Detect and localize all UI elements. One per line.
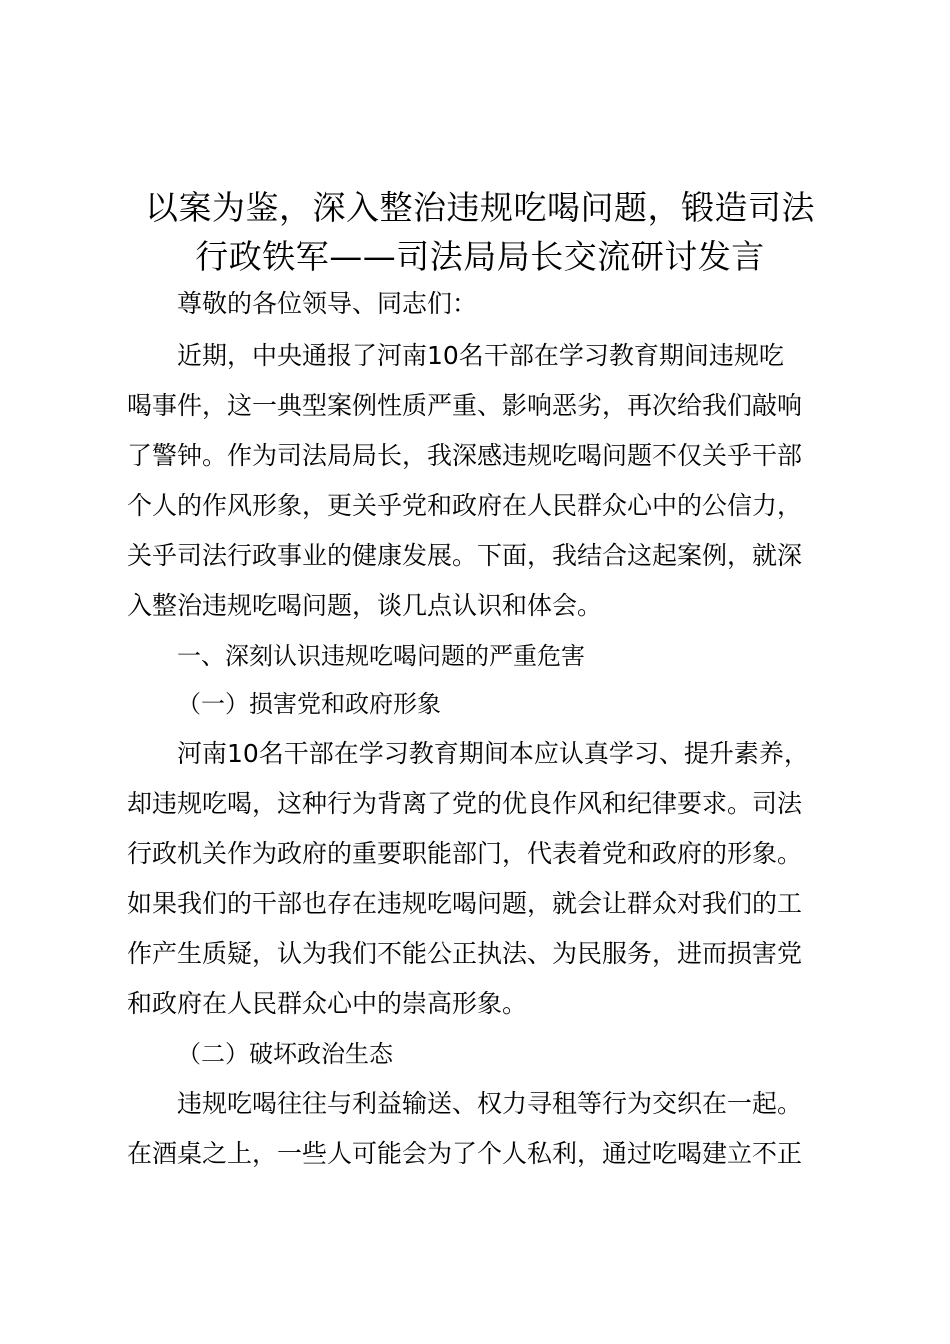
subsection-heading: （二）破坏政治生态: [177, 1040, 393, 1068]
paragraph-line: 行政机关作为政府的重要职能部门，代表着党和政府的形象。: [127, 839, 803, 868]
paragraph-line: 了警钟。作为司法局局长，我深感违规吃喝问题不仅关乎干部: [127, 441, 803, 470]
paragraph-line: 关乎司法行政事业的健康发展。下面，我结合这起案例，就深: [127, 541, 803, 570]
paragraph-line: 却违规吃喝，这种行为背离了党的优良作风和纪律要求。司法: [127, 789, 803, 818]
paragraph-line: 作产生质疑，认为我们不能公正执法、为民服务，进而损害党: [127, 939, 803, 968]
section-heading: 一、深刻认识违规吃喝问题的严重危害: [177, 642, 585, 670]
subsection-heading: （一）损害党和政府形象: [177, 690, 441, 718]
paragraph-line: 喝事件，这一典型案例性质严重、影响恶劣，再次给我们敲响: [127, 391, 803, 420]
paragraph-line: 如果我们的干部也存在违规吃喝问题，就会让群众对我们的工: [127, 889, 803, 918]
paragraph-line: 河南10名干部在学习教育期间本应认真学习、提升素养，: [177, 739, 809, 768]
document-title-line-2: 行政铁军——司法局局长交流研讨发言: [195, 237, 765, 276]
paragraph-line: 在酒桌之上，一些人可能会为了个人私利，通过吃喝建立不正: [127, 1139, 803, 1168]
salutation: 尊敬的各位领导、同志们：: [177, 289, 478, 318]
document-title-line-1: 以案为鉴，深入整治违规吃喝问题，锻造司法: [145, 188, 815, 227]
paragraph-line: 违规吃喝往往与利益输送、权力寻租等行为交织在一起。: [177, 1089, 803, 1118]
paragraph-line: 近期，中央通报了河南10名干部在学习教育期间违规吃: [177, 341, 784, 370]
paragraph-line: 入整治违规吃喝问题，谈几点认识和体会。: [127, 591, 603, 620]
paragraph-line: 和政府在人民群众心中的崇高形象。: [127, 989, 528, 1018]
paragraph-line: 个人的作风形象，更关乎党和政府在人民群众心中的公信力，: [127, 491, 803, 520]
